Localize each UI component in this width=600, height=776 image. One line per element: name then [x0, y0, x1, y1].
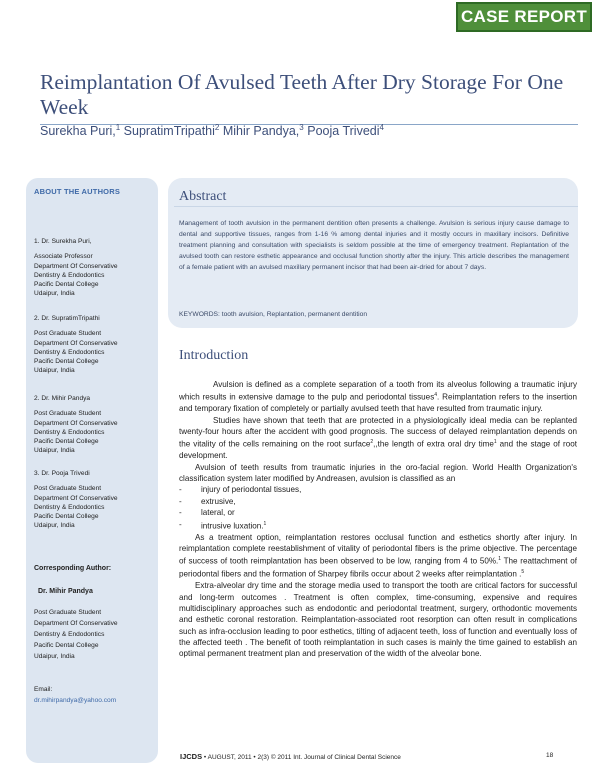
page-footer	[180, 752, 560, 761]
classification-list	[179, 484, 577, 531]
affiliation-line: Dentistry & Endodontics	[34, 428, 105, 436]
corresponding-affiliation	[34, 607, 156, 663]
sidebar-author-name: 1. Dr. Surekha Puri,	[34, 238, 92, 245]
author-name: Pooja Trivedi	[307, 124, 380, 139]
text-run: Avulsion of teeth results from traumatic injuries in the oro-facial region. World Health Organization's classification system later modified by Andreasen, avulsion is classified as an	[179, 462, 577, 484]
text-run: As a treatment option, reimplantation restores occlusal function and esthetics shortly after injury. In reimplantation complete reestablishment of vitality of periodontal fibers is the prime objective. The percentage of success of tooth reimplantation has been observed to be low, ranging from 4 to 50%.	[179, 532, 577, 566]
text-run: Extra-alveolar dry time and the storage media used to transport the tooth are critical factors for successful and long-term outcomes . Treatment is often complex, time-consuming, expensive and requires multidisciplinary approaches such as endodontic and periodontal treatment, surgery, orthodontic movements and esthetic coronal restoration. Reimplantation-associated root resorption can often result in complications such as infra-occlusion leading to poor esthetics, tilting of adjacent teeth, loss of function and eventually loss of the affected teeth . The benefit of tooth reimplantation in such cases is mainly the time gained to establish an optimal permanent treatment plan and preservation of the width of the alveolar bone.	[179, 581, 577, 659]
affiliation-line: Post Graduate Student	[34, 485, 102, 493]
affiliation-line: Udaipur, India	[34, 367, 75, 375]
text-run: and the stage of root development.	[179, 440, 578, 461]
corresponding-name: Dr. Mihir Pandya	[38, 588, 93, 596]
abstract-heading: Abstract	[179, 189, 227, 204]
journal-abbrev: IJCDS	[180, 752, 203, 761]
paragraph	[179, 462, 577, 485]
affiliation-line: Post Graduate Student	[34, 410, 102, 418]
page-number: 18	[546, 752, 554, 759]
sidebar-author-1	[34, 237, 156, 299]
author-line	[40, 123, 580, 138]
paragraph	[179, 415, 577, 462]
citation: 1	[263, 520, 267, 527]
sidebar-author-3	[34, 394, 156, 456]
citation: 2	[370, 439, 374, 446]
sidebar-author-name: 2. Dr. SupratimTripathi	[34, 315, 100, 322]
affiliation-line: Udaipur, India	[34, 290, 75, 298]
article-title: Reimplantation Of Avulsed Teeth After Dry Storage For One Week	[40, 70, 564, 119]
affiliation-line: Associate Professor	[34, 253, 93, 261]
author-affiliation: 3	[299, 123, 304, 132]
text-run: intrusive luxation.	[201, 521, 264, 531]
affiliation-line: Department Of Conservative	[34, 494, 118, 502]
text-run: Studies have shown that teeth that are protected in a physiologically ideal media can be replanted twenty-four hours after the accident with good prognosis. The success of delayed reimplantation depends on the vitality of the cells remaining on the root surface	[179, 415, 577, 450]
introduction-heading: Introduction	[179, 348, 249, 363]
affiliation-line: Dentistry & Endodontics	[34, 271, 105, 279]
affiliation-line: Udaipur, India	[34, 653, 75, 661]
affiliation-line: Udaipur, India	[34, 447, 75, 455]
affiliation-line: Pacific Dental College	[34, 281, 99, 289]
affiliation-line: Udaipur, India	[34, 522, 75, 530]
author-name: Surekha Puri,	[40, 124, 116, 139]
sidebar-author-4	[34, 469, 156, 531]
affiliation-line: Dentistry & Endodontics	[34, 348, 105, 356]
citation: 1	[498, 556, 502, 563]
introduction-body	[179, 379, 577, 660]
email-label: Email:	[34, 685, 53, 693]
list-item: - injury of periodontal tissues,	[179, 484, 577, 495]
text-run: . Reimplantation refers to the insertion and temporary fixation of completely or partially avulsed teeth that have resulted from traumatic injury.	[179, 393, 578, 414]
corresponding-author	[34, 564, 156, 705]
paragraph	[179, 580, 577, 659]
author-affiliation: 4	[379, 123, 384, 132]
paragraph	[179, 532, 577, 581]
affiliation-line: Department Of Conservative	[34, 419, 118, 427]
affiliation-line: Dentistry & Endodontics	[34, 631, 105, 638]
affiliation-line: Post Graduate Student	[34, 330, 102, 338]
citation: 5	[521, 569, 525, 576]
affiliation-line: Department Of Conservative	[34, 262, 118, 270]
list-item: - lateral, or	[179, 507, 577, 518]
affiliation-line: Dentistry & Endodontics	[34, 503, 105, 511]
affiliation-line: Department Of Conservative	[34, 619, 118, 627]
text-run: ,,the length of extra oral dry time	[373, 440, 494, 450]
affiliation-line: Pacific Dental College	[34, 642, 99, 650]
abstract-divider	[174, 206, 578, 207]
sidebar-heading: ABOUT THE AUTHORS	[34, 187, 121, 196]
affiliation-line: Department Of Conservative	[34, 339, 118, 347]
affiliation-line: Pacific Dental College	[34, 438, 99, 446]
sidebar-author-name: 2. Dr. Mihir Pandya	[34, 395, 91, 402]
case-report-banner: CASE REPORT	[456, 2, 592, 32]
affiliation-line: Pacific Dental College	[34, 358, 99, 366]
keywords: KEYWORDS: tooth avulsion, Replantation, permanent dentition	[179, 311, 368, 318]
citation: 4	[434, 392, 438, 399]
corresponding-heading: Corresponding Author:	[34, 565, 112, 572]
author-affiliation: 1	[115, 123, 121, 132]
sidebar-author-name: 3. Dr. Pooja Trivedi	[34, 470, 90, 477]
sidebar-author-2	[34, 314, 156, 376]
text-run: Avulsion is defined as a complete separation of a tooth from its alveolus following a traumatic injury which results in extensive damage to the pulp and periodontal tissues	[179, 380, 577, 403]
email-link[interactable]: dr.mihirpandya@yahoo.com	[34, 696, 117, 704]
author-name: Mihir Pandya,	[222, 124, 300, 139]
affiliation-line: Post Graduate Student	[34, 608, 102, 616]
citation: 1	[493, 439, 497, 446]
affiliation-line: Pacific Dental College	[34, 513, 99, 521]
journal-details: • AUGUST, 2011 • 2(3) © 2011 Int. Journal of Clinical Dental Science	[202, 754, 401, 761]
paragraph	[179, 379, 577, 415]
text-run: The reattachment of periodontal fibers and the formation of Sharpey fibrils occur about 2 weeks after reimplantation .	[179, 556, 577, 579]
list-item: - extrusive,	[179, 496, 577, 507]
author-affiliation: 2	[214, 123, 220, 132]
author-name: SupratimTripathi	[123, 124, 215, 139]
list-item	[179, 519, 577, 532]
abstract-text: Management of tooth avulsion in the permanent dentition often presents a challenge. Avulsion is serious injury cause damage to dental and supportive tissues, ranges from 1-16 % among dental injuries and it mostly occurs in maxillary incisors. Definitive treatment planning and consultation with specialists is seldom possible at the time of emergency treatment. Replantation of the avulsed tooth can restore esthetic appearance and occlusal function shortly after the injury. This article describes the management of a female patient with an avulsed maxillary permanent incisor that had been air-dried for about 7 days.	[179, 220, 569, 272]
